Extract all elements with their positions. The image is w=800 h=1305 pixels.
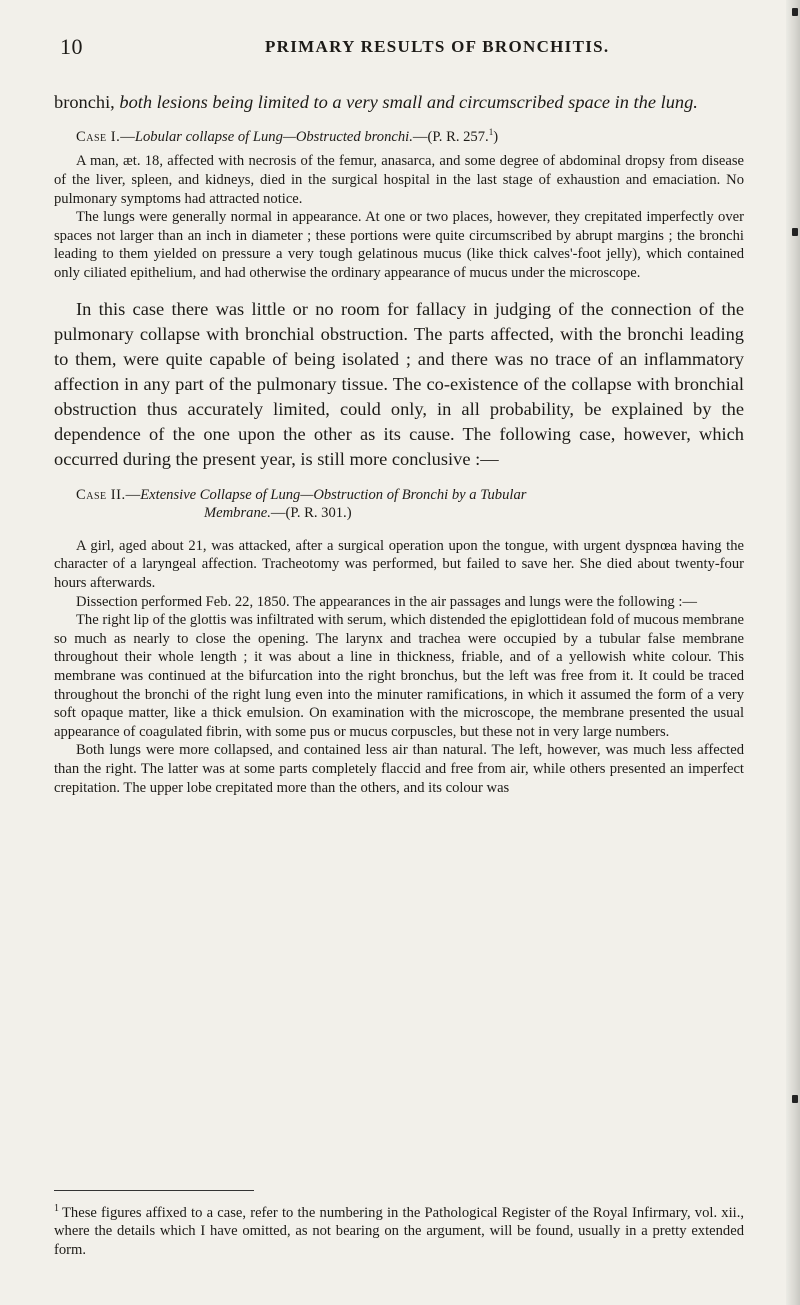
case-2-label: Case II. — [76, 486, 126, 503]
case-2-airway-findings: The right lip of the glottis was infiltrated with serum, which distended the epiglottidean fold of mucous membrane so much as nearly to close the opening. The larynx and trachea were occupied by a tubular false membrane throughout their whole length ; it was about a line in thickness, friable, and of a yellowish white colour. This membrane was continued at the bifurcation into the right bronchus, but the left was free from it. It could be traced throughout the bronchi of the right lung even into the minuter ramifications, in which it assumed the form of a very soft opaque matter, like a thick emulsion. On examination with the microscope, the membrane presented the usual appearance of coagulated fibrin, with some pus or mucus corpuscles, but these not in very large numbers. — [54, 612, 744, 740]
edge-mark — [792, 8, 798, 16]
case-2-ref: —(P. R. 301.) — [270, 505, 352, 522]
discussion-paragraph: In this case there was little or no room for fallacy in judging of the connection of the pulmonary collapse with bronchial obstruction. The parts affected, with the bronchi leading to them, were quite capable of being isolated ; and there was no trace of an inflammatory affection in any part of the pulmonary tissue. The co-existence of the collapse with bronchial obstruction thus accurately limited, could only, in all probability, be explained by the dependence of the one upon the other as its cause. The following case, however, which occurred during the present year, is still more conclusive :— — [54, 298, 744, 469]
case-2-title-line-2: Membrane. — [204, 505, 271, 522]
case-1-ref: —(P. R. 257. — [412, 128, 489, 145]
continued-paragraph — [54, 90, 744, 115]
case-1-ref-close: ) — [493, 128, 499, 145]
running-title: PRIMARY RESULTS OF BRONCHITIS. — [265, 37, 610, 56]
case-1-history: A man, æt. 18, affected with necrosis of the femur, anasarca, and some degree of abdominal dropsy from disease of the liver, spleen, and kidneys, died in the surgical hospital in the last stage of exhaustion and emaciation. No pulmonary symptoms had attracted notice. — [54, 153, 744, 207]
case-1-heading — [76, 123, 744, 146]
case-2-dash: — — [125, 486, 141, 503]
case-2-history: A girl, aged about 21, was attacked, after a surgical operation upon the tongue, with urgent dyspnœa having the character of a laryngeal affection. Tracheotomy was performed, but failed to save her. She died about twenty-four hours afterwards. — [54, 537, 744, 591]
intro-roman: bronchi, — [54, 92, 120, 112]
case-2-title-line-2-wrap — [76, 504, 744, 523]
case-1-dash: — — [120, 128, 135, 145]
footnote-rule — [54, 1190, 254, 1191]
footnote — [54, 1200, 744, 1260]
case-1-footnote-marker: 1 — [488, 127, 494, 137]
case-2-title-line-1: Extensive Collapse of Lung—Obstruction of Bronchi by a Tubular — [140, 486, 527, 503]
edge-mark — [792, 1095, 798, 1103]
edge-mark — [792, 228, 798, 236]
page-edge-shadow — [786, 0, 800, 1305]
case-1-findings: The lungs were generally normal in appearance. At one or two places, however, they crepitated imperfectly over spaces not larger than an inch in diameter ; these portions were quite circumscribed by abrupt margins ; the bronchi leading to them yielded on pressure a very tough gelatinous mucus (like thick calves'-foot jelly), which contained only ciliated epithelium, and had otherwise the ordinary appearance of mucus under the microscope. — [54, 209, 744, 282]
body-text — [54, 90, 744, 797]
case-1-label: Case I. — [76, 128, 121, 145]
intro-italic: both lesions being limited to a very small and circumscribed space in the lung. — [119, 92, 698, 112]
case-1-title: Lobular collapse of Lung—Obstructed bronchi. — [134, 128, 413, 145]
case-2-lung-findings: Both lungs were more collapsed, and contained less air than natural. The left, however, was much less affected than the right. The latter was at some parts completely flaccid and free from air, while others presented an imperfect crepitation. The upper lobe crepitated more than the others, and its colour was — [54, 742, 744, 796]
case-2-dissection: Dissection performed Feb. 22, 1850. The appearances in the air passages and lungs were the following :— — [76, 593, 698, 610]
footnote-marker: 1 — [54, 1203, 59, 1214]
case-2-heading — [76, 486, 744, 523]
footnote-text: These figures affixed to a case, refer to the numbering in the Pathological Register of the Royal Infirmary, vol. xii., where the details which I have omitted, as not bearing on the argument, will be found, usually in a pretty extended form. — [54, 1204, 744, 1259]
running-head — [0, 34, 786, 60]
page-number: 10 — [60, 34, 83, 59]
